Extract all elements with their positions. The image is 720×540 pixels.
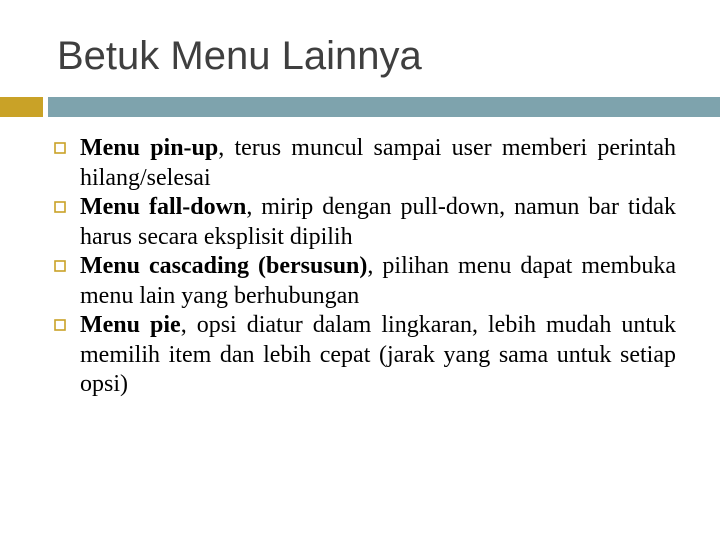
slide-title: Betuk Menu Lainnya xyxy=(57,34,422,78)
accent-bar-gold xyxy=(0,97,43,117)
bullet-item xyxy=(80,252,676,311)
bullet-item xyxy=(80,193,676,252)
bullet-description: , terus muncul sampai user memberi perintah hilang/selesai xyxy=(80,135,676,191)
bullet-term: Menu pin-up xyxy=(80,135,219,161)
bullet-term: Menu pie xyxy=(80,312,181,338)
bullet-item xyxy=(80,311,676,400)
bullet-description: , mirip dengan pull-down, namun bar tidak harus secara eksplisit dipilih xyxy=(80,194,676,250)
bullet-description: , opsi diatur dalam lingkaran, lebih mudah untuk memilih item dan lebih cepat (jarak yang sama untuk setiap opsi) xyxy=(80,312,676,397)
bullet-term: Menu cascading (bersusun) xyxy=(80,253,368,279)
bullet-term: Menu fall-down xyxy=(80,194,247,220)
hollow-square-icon xyxy=(54,142,66,154)
bullet-list xyxy=(80,134,676,400)
accent-bar-blue xyxy=(48,97,720,117)
bullet-description: , pilihan menu dapat membuka menu lain yang berhubungan xyxy=(80,253,677,309)
bullet-item xyxy=(80,134,676,193)
hollow-square-icon xyxy=(54,201,66,213)
hollow-square-icon xyxy=(54,319,66,331)
hollow-square-icon xyxy=(54,260,66,272)
